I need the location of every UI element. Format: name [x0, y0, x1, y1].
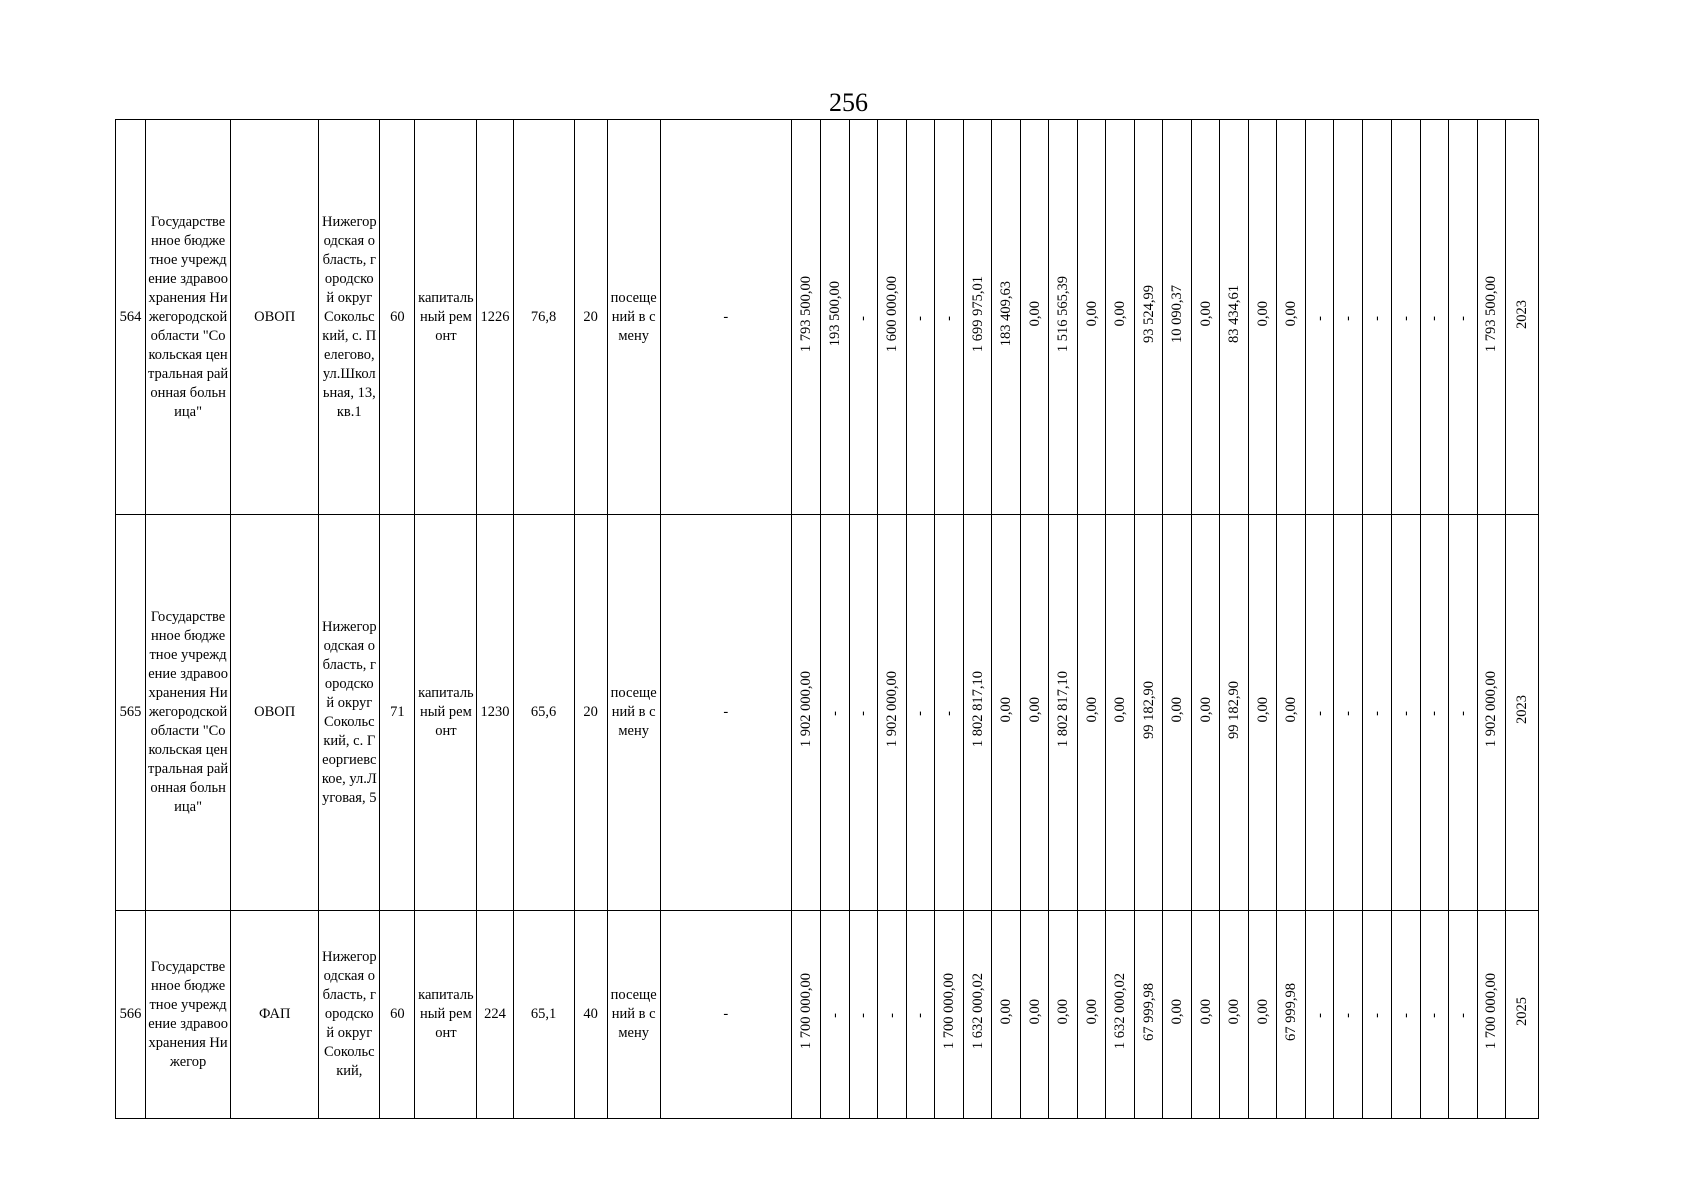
- amount-value: 0,00: [1083, 301, 1100, 327]
- amount-value: -: [1426, 315, 1443, 321]
- amount-value: 99 182,90: [1226, 680, 1243, 739]
- amount-cell: [1306, 120, 1334, 515]
- investment-program-table: [115, 119, 1539, 1119]
- amount-value: 67 999,98: [1140, 982, 1157, 1041]
- amount-cell: [935, 120, 964, 515]
- amount-value: -: [1454, 711, 1471, 716]
- amount-cell: [1477, 515, 1505, 911]
- amount-value: -: [1340, 1013, 1357, 1018]
- amount-value: -: [1426, 711, 1443, 716]
- amount-cell: [1163, 911, 1192, 1119]
- amount-cell: [1049, 515, 1078, 911]
- amount-value: 0,00: [1055, 998, 1072, 1025]
- amount-value: 1 632 000,02: [1112, 973, 1129, 1050]
- amount-cell: [1505, 911, 1538, 1119]
- amount-value: 0,00: [1083, 696, 1100, 723]
- amount-value: -: [941, 315, 958, 321]
- amount-value: 0,00: [1283, 696, 1300, 723]
- amount-value: 0,00: [998, 998, 1015, 1025]
- amount-cell: [1334, 515, 1363, 911]
- amount-value: 1 700 000,00: [941, 973, 958, 1050]
- amount-value: 1 793 500,00: [797, 275, 814, 353]
- object-code: 1230: [477, 515, 513, 911]
- amount-value: -: [1368, 1013, 1385, 1018]
- amount-cell: [964, 120, 992, 515]
- amount-value: 0,00: [1026, 998, 1043, 1025]
- amount-cell: [1106, 515, 1135, 911]
- amount-cell: [1505, 515, 1538, 911]
- amount-cell: [849, 911, 877, 1119]
- amount-cell: [1192, 515, 1220, 911]
- note-cell: -: [660, 911, 791, 1119]
- amount-value: 193 500,00: [826, 281, 843, 347]
- amount-value: -: [1311, 1013, 1328, 1018]
- facility-type: ОВОП: [231, 120, 319, 515]
- amount-cell: [1334, 120, 1363, 515]
- amount-value: 0,00: [1283, 301, 1300, 327]
- amount-value: 0,00: [1112, 301, 1129, 327]
- amount-value: 0,00: [1197, 696, 1214, 723]
- object-code: 1226: [477, 120, 513, 515]
- amount-value: 1 802 817,10: [969, 671, 986, 748]
- year-built: 60: [380, 911, 415, 1119]
- amount-value: -: [1426, 1013, 1443, 1018]
- amount-value: -: [855, 711, 872, 716]
- amount-value: -: [1397, 1013, 1414, 1018]
- capacity-value: 20: [574, 515, 607, 911]
- amount-cell: [849, 515, 877, 911]
- amount-cell: [992, 120, 1021, 515]
- object-code: 224: [477, 911, 513, 1119]
- amount-value: 0,00: [1026, 301, 1043, 327]
- amount-cell: [1192, 120, 1220, 515]
- amount-value: -: [1311, 711, 1328, 716]
- amount-cell: [1220, 120, 1249, 515]
- amount-value: -: [826, 1013, 843, 1018]
- amount-cell: [1420, 911, 1448, 1119]
- amount-value: -: [826, 711, 843, 716]
- amount-cell: [1391, 120, 1420, 515]
- amount-cell: [820, 120, 849, 515]
- amount-cell: [935, 911, 964, 1119]
- amount-cell: [1078, 515, 1106, 911]
- amount-value: 0,00: [1226, 998, 1243, 1025]
- amount-cell: [1163, 515, 1192, 911]
- year-built: 60: [380, 120, 415, 515]
- capacity-unit: посещений в смену: [607, 911, 660, 1119]
- amount-value: 0,00: [1026, 696, 1043, 723]
- amount-value: 99 182,90: [1140, 680, 1157, 739]
- amount-cell: [906, 911, 934, 1119]
- amount-cell: [1078, 120, 1106, 515]
- organization-name: Государственное бюджетное учреждение здравоохранения Нижегородской области "Сокольская центральная районная больница": [146, 515, 231, 911]
- amount-value: -: [912, 711, 929, 716]
- amount-value: -: [1454, 315, 1471, 321]
- amount-cell: [964, 515, 992, 911]
- amount-value: 0,00: [998, 696, 1015, 723]
- amount-cell: [849, 120, 877, 515]
- amount-value: 2025: [1513, 997, 1530, 1026]
- amount-value: -: [1340, 711, 1357, 716]
- amount-cell: [1049, 120, 1078, 515]
- amount-cell: [1106, 120, 1135, 515]
- amount-cell: [1220, 515, 1249, 911]
- amount-cell: [1306, 515, 1334, 911]
- amount-value: 1 516 565,39: [1055, 275, 1072, 353]
- amount-cell: [1021, 515, 1049, 911]
- amount-cell: [1277, 911, 1306, 1119]
- amount-value: 0,00: [1254, 301, 1271, 327]
- amount-cell: [1135, 515, 1163, 911]
- amount-value: -: [912, 1013, 929, 1018]
- amount-value: 2023: [1513, 299, 1530, 329]
- amount-cell: [1220, 911, 1249, 1119]
- amount-value: 93 524,99: [1140, 285, 1157, 343]
- area-value: 65,1: [513, 911, 574, 1119]
- amount-cell: [1448, 120, 1477, 515]
- amount-value: 0,00: [1254, 696, 1271, 723]
- facility-address: Нижегородская область, городской округ Сокольский,: [319, 911, 380, 1119]
- amount-value: -: [1454, 1013, 1471, 1018]
- area-value: 65,6: [513, 515, 574, 911]
- note-cell: -: [660, 515, 791, 911]
- amount-cell: [1163, 120, 1192, 515]
- table-row: [116, 120, 1539, 515]
- amount-cell: [906, 515, 934, 911]
- row-number: 565: [116, 515, 146, 911]
- facility-type: ОВОП: [231, 515, 319, 911]
- amount-cell: [1334, 911, 1363, 1119]
- amount-cell: [992, 515, 1021, 911]
- amount-value: 0,00: [1197, 998, 1214, 1025]
- amount-cell: [1277, 515, 1306, 911]
- amount-value: 2023: [1513, 695, 1530, 724]
- amount-value: 0,00: [1169, 998, 1186, 1025]
- amount-cell: [877, 515, 906, 911]
- organization-name: Государственное бюджетное учреждение здравоохранения Нижегор: [146, 911, 231, 1119]
- amount-cell: [1249, 120, 1277, 515]
- amount-cell: [1391, 515, 1420, 911]
- amount-value: 10 090,37: [1169, 285, 1186, 343]
- amount-value: 1 699 975,01: [969, 275, 986, 353]
- amount-cell: [935, 515, 964, 911]
- amount-value: -: [1368, 315, 1385, 321]
- amount-cell: [1306, 911, 1334, 1119]
- amount-cell: [1477, 120, 1505, 515]
- amount-cell: [1477, 911, 1505, 1119]
- amount-value: 1 700 000,00: [1483, 973, 1500, 1050]
- amount-value: -: [855, 1013, 872, 1018]
- table-row: [116, 515, 1539, 911]
- amount-cell: [1505, 120, 1538, 515]
- amount-cell: [992, 911, 1021, 1119]
- amount-cell: [1249, 515, 1277, 911]
- amount-value: -: [883, 1013, 900, 1018]
- amount-cell: [1363, 515, 1391, 911]
- amount-value: -: [1397, 711, 1414, 716]
- amount-cell: [964, 911, 992, 1119]
- amount-cell: [877, 911, 906, 1119]
- row-number: 566: [116, 911, 146, 1119]
- amount-value: 0,00: [1083, 998, 1100, 1025]
- amount-cell: [1277, 120, 1306, 515]
- amount-cell: [1049, 911, 1078, 1119]
- amount-value: 1 793 500,00: [1483, 275, 1500, 353]
- capacity-unit: посещений в смену: [607, 120, 660, 515]
- amount-cell: [1192, 911, 1220, 1119]
- amount-value: -: [855, 315, 872, 321]
- amount-value: -: [1340, 315, 1357, 321]
- facility-address: Нижегородская область, городской округ Сокольский, с. Пелегово, ул.Школьная, 13, кв.1: [319, 120, 380, 515]
- amount-value: 0,00: [1112, 696, 1129, 723]
- amount-cell: [1391, 911, 1420, 1119]
- amount-value: -: [912, 315, 929, 321]
- amount-value: -: [941, 711, 958, 716]
- area-value: 76,8: [513, 120, 574, 515]
- amount-value: 183 409,63: [998, 281, 1015, 347]
- amount-cell: [1448, 911, 1477, 1119]
- amount-cell: [1363, 120, 1391, 515]
- amount-cell: [877, 120, 906, 515]
- amount-value: -: [1397, 315, 1414, 321]
- capacity-unit: посещений в смену: [607, 515, 660, 911]
- work-type: капитальный ремонт: [415, 120, 477, 515]
- organization-name: Государственное бюджетное учреждение здравоохранения Нижегородской области "Сокольская центральная районная больница": [146, 120, 231, 515]
- amount-cell: [1249, 911, 1277, 1119]
- capacity-value: 20: [574, 120, 607, 515]
- year-built: 71: [380, 515, 415, 911]
- capacity-value: 40: [574, 911, 607, 1119]
- amount-value: 1 600 000,00: [883, 275, 900, 353]
- amount-cell: [1448, 515, 1477, 911]
- amount-cell: [906, 120, 934, 515]
- amount-value: 1 902 000,00: [797, 671, 814, 748]
- amount-value: 67 999,98: [1283, 982, 1300, 1041]
- amount-cell: [1363, 911, 1391, 1119]
- note-cell: -: [660, 120, 791, 515]
- amount-cell: [1078, 911, 1106, 1119]
- amount-cell: [791, 515, 820, 911]
- row-number: 564: [116, 120, 146, 515]
- amount-value: 1 802 817,10: [1055, 671, 1072, 748]
- amount-cell: [1420, 515, 1448, 911]
- page-number: 256: [829, 88, 868, 117]
- amount-cell: [820, 911, 849, 1119]
- amount-cell: [1021, 911, 1049, 1119]
- amount-cell: [1135, 120, 1163, 515]
- amount-cell: [820, 515, 849, 911]
- facility-type: ФАП: [231, 911, 319, 1119]
- amount-value: 83 434,61: [1226, 285, 1243, 343]
- work-type: капитальный ремонт: [415, 515, 477, 911]
- amount-value: -: [1311, 315, 1328, 321]
- amount-cell: [791, 120, 820, 515]
- amount-value: 0,00: [1254, 998, 1271, 1025]
- amount-cell: [1106, 911, 1135, 1119]
- amount-cell: [1021, 120, 1049, 515]
- work-type: капитальный ремонт: [415, 911, 477, 1119]
- amount-value: 1 632 000,02: [969, 973, 986, 1050]
- table-row: [116, 911, 1539, 1119]
- amount-value: 0,00: [1197, 301, 1214, 327]
- amount-value: -: [1368, 711, 1385, 716]
- facility-address: Нижегородская область, городской округ Сокольский, с. Георгиевское, ул.Луговая, 5: [319, 515, 380, 911]
- amount-value: 1 902 000,00: [883, 671, 900, 748]
- amount-value: 0,00: [1169, 696, 1186, 723]
- amount-cell: [1420, 120, 1448, 515]
- amount-value: 1 700 000,00: [797, 973, 814, 1050]
- amount-value: 1 902 000,00: [1483, 671, 1500, 748]
- amount-cell: [1135, 911, 1163, 1119]
- amount-cell: [791, 911, 820, 1119]
